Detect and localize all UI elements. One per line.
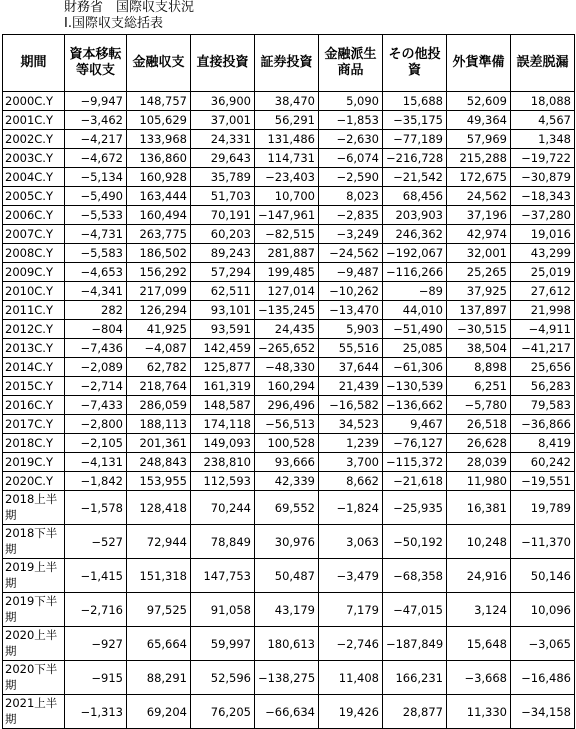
value-cell: 37,001 bbox=[191, 111, 255, 130]
value-cell: −30,515 bbox=[447, 320, 511, 339]
table-row bbox=[3, 149, 575, 168]
table-row bbox=[3, 244, 575, 263]
value-cell: 112,593 bbox=[191, 472, 255, 491]
value-cell: −76,127 bbox=[383, 434, 447, 453]
value-cell: 38,504 bbox=[447, 339, 511, 358]
period-cell: 2021上半期 bbox=[3, 695, 65, 729]
value-cell: −25,935 bbox=[383, 491, 447, 525]
value-cell: 188,113 bbox=[127, 415, 191, 434]
value-cell: 131,486 bbox=[255, 130, 319, 149]
table-row bbox=[3, 225, 575, 244]
value-cell: −4,131 bbox=[65, 453, 127, 472]
value-cell: 21,998 bbox=[511, 301, 575, 320]
value-cell: −13,470 bbox=[319, 301, 383, 320]
value-cell: 60,242 bbox=[511, 453, 575, 472]
value-cell: 50,146 bbox=[511, 559, 575, 593]
value-cell: 125,877 bbox=[191, 358, 255, 377]
value-cell: 163,444 bbox=[127, 187, 191, 206]
value-cell: 69,552 bbox=[255, 491, 319, 525]
balance-of-payments-table bbox=[2, 34, 575, 729]
value-cell: 62,511 bbox=[191, 282, 255, 301]
value-cell: −527 bbox=[65, 525, 127, 559]
value-cell: 51,703 bbox=[191, 187, 255, 206]
value-cell: −5,780 bbox=[447, 396, 511, 415]
header-cell: 資本移転等収支 bbox=[65, 35, 127, 92]
value-cell: 55,516 bbox=[319, 339, 383, 358]
value-cell: 1,348 bbox=[511, 130, 575, 149]
value-cell: −82,515 bbox=[255, 225, 319, 244]
value-cell: −41,217 bbox=[511, 339, 575, 358]
value-cell: −1,853 bbox=[319, 111, 383, 130]
value-cell: −7,436 bbox=[65, 339, 127, 358]
value-cell: −927 bbox=[65, 627, 127, 661]
value-cell: −5,533 bbox=[65, 206, 127, 225]
value-cell: 282 bbox=[65, 301, 127, 320]
value-cell: −36,866 bbox=[511, 415, 575, 434]
value-cell: 29,643 bbox=[191, 149, 255, 168]
value-cell: −4,653 bbox=[65, 263, 127, 282]
value-cell: −19,722 bbox=[511, 149, 575, 168]
period-cell: 2018C.Y bbox=[3, 434, 65, 453]
table-row bbox=[3, 627, 575, 661]
value-cell: 199,485 bbox=[255, 263, 319, 282]
value-cell: 133,968 bbox=[127, 130, 191, 149]
value-cell: 161,319 bbox=[191, 377, 255, 396]
table-row bbox=[3, 396, 575, 415]
table-row bbox=[3, 92, 575, 111]
value-cell: 50,487 bbox=[255, 559, 319, 593]
value-cell: −2,590 bbox=[319, 168, 383, 187]
value-cell: −187,849 bbox=[383, 627, 447, 661]
header-cell: 証券投資 bbox=[255, 35, 319, 92]
value-cell: 93,666 bbox=[255, 453, 319, 472]
value-cell: 89,243 bbox=[191, 244, 255, 263]
table-row bbox=[3, 661, 575, 695]
table-row bbox=[3, 111, 575, 130]
value-cell: 215,288 bbox=[447, 149, 511, 168]
value-cell: −115,372 bbox=[383, 453, 447, 472]
value-cell: −47,015 bbox=[383, 593, 447, 627]
value-cell: 44,010 bbox=[383, 301, 447, 320]
value-cell: −77,189 bbox=[383, 130, 447, 149]
value-cell: −4,087 bbox=[127, 339, 191, 358]
value-cell: 41,925 bbox=[127, 320, 191, 339]
value-cell: 52,596 bbox=[191, 661, 255, 695]
value-cell: 8,662 bbox=[319, 472, 383, 491]
period-cell: 2002C.Y bbox=[3, 130, 65, 149]
value-cell: 37,644 bbox=[319, 358, 383, 377]
value-cell: −61,306 bbox=[383, 358, 447, 377]
value-cell: −804 bbox=[65, 320, 127, 339]
value-cell: −147,961 bbox=[255, 206, 319, 225]
value-cell: 166,231 bbox=[383, 661, 447, 695]
header-cell: 金融収支 bbox=[127, 35, 191, 92]
value-cell: 76,205 bbox=[191, 695, 255, 729]
value-cell: −2,800 bbox=[65, 415, 127, 434]
value-cell: −24,562 bbox=[319, 244, 383, 263]
header-cell: その他投資 bbox=[383, 35, 447, 92]
value-cell: 37,196 bbox=[447, 206, 511, 225]
value-cell: −3,065 bbox=[511, 627, 575, 661]
value-cell: 11,980 bbox=[447, 472, 511, 491]
value-cell: −135,245 bbox=[255, 301, 319, 320]
value-cell: 62,782 bbox=[127, 358, 191, 377]
value-cell: 148,757 bbox=[127, 92, 191, 111]
value-cell: 149,093 bbox=[191, 434, 255, 453]
period-cell: 2008C.Y bbox=[3, 244, 65, 263]
value-cell: 42,339 bbox=[255, 472, 319, 491]
value-cell: 9,467 bbox=[383, 415, 447, 434]
value-cell: 21,439 bbox=[319, 377, 383, 396]
value-cell: 65,664 bbox=[127, 627, 191, 661]
period-cell: 2006C.Y bbox=[3, 206, 65, 225]
value-cell: 24,331 bbox=[191, 130, 255, 149]
value-cell: 68,456 bbox=[383, 187, 447, 206]
value-cell: −66,634 bbox=[255, 695, 319, 729]
value-cell: 160,494 bbox=[127, 206, 191, 225]
period-cell: 2019C.Y bbox=[3, 453, 65, 472]
value-cell: −34,158 bbox=[511, 695, 575, 729]
header-cell: 金融派生商品 bbox=[319, 35, 383, 92]
value-cell: 11,330 bbox=[447, 695, 511, 729]
value-cell: 10,096 bbox=[511, 593, 575, 627]
table-row bbox=[3, 695, 575, 729]
value-cell: −19,551 bbox=[511, 472, 575, 491]
value-cell: 137,897 bbox=[447, 301, 511, 320]
table-row bbox=[3, 263, 575, 282]
value-cell: 26,628 bbox=[447, 434, 511, 453]
period-cell: 2013C.Y bbox=[3, 339, 65, 358]
value-cell: 4,567 bbox=[511, 111, 575, 130]
table-row bbox=[3, 559, 575, 593]
value-cell: −1,415 bbox=[65, 559, 127, 593]
value-cell: 218,764 bbox=[127, 377, 191, 396]
value-cell: 19,789 bbox=[511, 491, 575, 525]
value-cell: −3,668 bbox=[447, 661, 511, 695]
value-cell: 56,283 bbox=[511, 377, 575, 396]
value-cell: 35,789 bbox=[191, 168, 255, 187]
value-cell: −130,539 bbox=[383, 377, 447, 396]
value-cell: 10,248 bbox=[447, 525, 511, 559]
value-cell: 70,244 bbox=[191, 491, 255, 525]
value-cell: −2,630 bbox=[319, 130, 383, 149]
value-cell: 6,251 bbox=[447, 377, 511, 396]
period-cell: 2001C.Y bbox=[3, 111, 65, 130]
value-cell: 128,418 bbox=[127, 491, 191, 525]
period-cell: 2005C.Y bbox=[3, 187, 65, 206]
value-cell: 248,843 bbox=[127, 453, 191, 472]
value-cell: 1,239 bbox=[319, 434, 383, 453]
value-cell: 93,591 bbox=[191, 320, 255, 339]
value-cell: 127,014 bbox=[255, 282, 319, 301]
value-cell: −30,879 bbox=[511, 168, 575, 187]
value-cell: 5,090 bbox=[319, 92, 383, 111]
value-cell: 93,101 bbox=[191, 301, 255, 320]
period-cell: 2007C.Y bbox=[3, 225, 65, 244]
value-cell: −216,728 bbox=[383, 149, 447, 168]
table-row bbox=[3, 434, 575, 453]
table-row bbox=[3, 206, 575, 225]
value-cell: −21,542 bbox=[383, 168, 447, 187]
value-cell: −4,672 bbox=[65, 149, 127, 168]
value-cell: 263,775 bbox=[127, 225, 191, 244]
value-cell: −50,192 bbox=[383, 525, 447, 559]
value-cell: 24,562 bbox=[447, 187, 511, 206]
period-cell: 2020上半期 bbox=[3, 627, 65, 661]
value-cell: 91,058 bbox=[191, 593, 255, 627]
sheet-title: 財務省 国際収支状況 bbox=[64, 0, 195, 15]
value-cell: −2,105 bbox=[65, 434, 127, 453]
value-cell: −23,403 bbox=[255, 168, 319, 187]
value-cell: 25,656 bbox=[511, 358, 575, 377]
value-cell: 43,299 bbox=[511, 244, 575, 263]
value-cell: −68,358 bbox=[383, 559, 447, 593]
value-cell: 148,587 bbox=[191, 396, 255, 415]
table-row bbox=[3, 491, 575, 525]
header-cell: 直接投資 bbox=[191, 35, 255, 92]
value-cell: 136,860 bbox=[127, 149, 191, 168]
value-cell: −89 bbox=[383, 282, 447, 301]
value-cell: −10,262 bbox=[319, 282, 383, 301]
value-cell: 296,496 bbox=[255, 396, 319, 415]
table-row bbox=[3, 187, 575, 206]
value-cell: −48,330 bbox=[255, 358, 319, 377]
table-row bbox=[3, 525, 575, 559]
value-cell: −1,578 bbox=[65, 491, 127, 525]
value-cell: 174,118 bbox=[191, 415, 255, 434]
header-row bbox=[3, 35, 575, 92]
value-cell: 186,502 bbox=[127, 244, 191, 263]
value-cell: 69,204 bbox=[127, 695, 191, 729]
period-cell: 2017C.Y bbox=[3, 415, 65, 434]
value-cell: −2,746 bbox=[319, 627, 383, 661]
value-cell: 156,292 bbox=[127, 263, 191, 282]
table-row bbox=[3, 282, 575, 301]
value-cell: −2,714 bbox=[65, 377, 127, 396]
value-cell: 160,928 bbox=[127, 168, 191, 187]
value-cell: 34,523 bbox=[319, 415, 383, 434]
value-cell: −2,835 bbox=[319, 206, 383, 225]
table-row bbox=[3, 320, 575, 339]
period-cell: 2018上半期 bbox=[3, 491, 65, 525]
period-cell: 2003C.Y bbox=[3, 149, 65, 168]
period-cell: 2019下半期 bbox=[3, 593, 65, 627]
period-cell: 2020C.Y bbox=[3, 472, 65, 491]
value-cell: 8,419 bbox=[511, 434, 575, 453]
value-cell: 142,459 bbox=[191, 339, 255, 358]
value-cell: 147,753 bbox=[191, 559, 255, 593]
value-cell: −16,486 bbox=[511, 661, 575, 695]
period-cell: 2020下半期 bbox=[3, 661, 65, 695]
period-cell: 2010C.Y bbox=[3, 282, 65, 301]
value-cell: −4,217 bbox=[65, 130, 127, 149]
value-cell: 238,810 bbox=[191, 453, 255, 472]
value-cell: 79,583 bbox=[511, 396, 575, 415]
value-cell: 36,900 bbox=[191, 92, 255, 111]
value-cell: −136,662 bbox=[383, 396, 447, 415]
value-cell: 57,294 bbox=[191, 263, 255, 282]
value-cell: 217,099 bbox=[127, 282, 191, 301]
header-cell: 誤差脱漏 bbox=[511, 35, 575, 92]
value-cell: 11,408 bbox=[319, 661, 383, 695]
value-cell: 126,294 bbox=[127, 301, 191, 320]
value-cell: 70,191 bbox=[191, 206, 255, 225]
value-cell: −3,479 bbox=[319, 559, 383, 593]
value-cell: 3,700 bbox=[319, 453, 383, 472]
period-cell: 2004C.Y bbox=[3, 168, 65, 187]
value-cell: −37,280 bbox=[511, 206, 575, 225]
table-row bbox=[3, 358, 575, 377]
period-cell: 2011C.Y bbox=[3, 301, 65, 320]
value-cell: 100,528 bbox=[255, 434, 319, 453]
value-cell: −9,487 bbox=[319, 263, 383, 282]
value-cell: −11,370 bbox=[511, 525, 575, 559]
value-cell: 10,700 bbox=[255, 187, 319, 206]
value-cell: −9,947 bbox=[65, 92, 127, 111]
value-cell: 5,903 bbox=[319, 320, 383, 339]
value-cell: 26,518 bbox=[447, 415, 511, 434]
period-cell: 2000C.Y bbox=[3, 92, 65, 111]
value-cell: −138,275 bbox=[255, 661, 319, 695]
value-cell: 28,039 bbox=[447, 453, 511, 472]
value-cell: 281,887 bbox=[255, 244, 319, 263]
period-cell: 2018下半期 bbox=[3, 525, 65, 559]
table-row bbox=[3, 472, 575, 491]
period-cell: 2009C.Y bbox=[3, 263, 65, 282]
period-cell: 2014C.Y bbox=[3, 358, 65, 377]
value-cell: 16,381 bbox=[447, 491, 511, 525]
value-cell: −2,089 bbox=[65, 358, 127, 377]
value-cell: −51,490 bbox=[383, 320, 447, 339]
period-cell: 2015C.Y bbox=[3, 377, 65, 396]
value-cell: −1,842 bbox=[65, 472, 127, 491]
value-cell: 42,974 bbox=[447, 225, 511, 244]
value-cell: 78,849 bbox=[191, 525, 255, 559]
value-cell: −3,462 bbox=[65, 111, 127, 130]
value-cell: 18,088 bbox=[511, 92, 575, 111]
value-cell: 27,612 bbox=[511, 282, 575, 301]
value-cell: 28,877 bbox=[383, 695, 447, 729]
value-cell: 37,925 bbox=[447, 282, 511, 301]
value-cell: 15,688 bbox=[383, 92, 447, 111]
value-cell: 172,675 bbox=[447, 168, 511, 187]
table-row bbox=[3, 339, 575, 358]
table-row bbox=[3, 415, 575, 434]
value-cell: 19,426 bbox=[319, 695, 383, 729]
value-cell: −192,067 bbox=[383, 244, 447, 263]
table-row bbox=[3, 377, 575, 396]
value-cell: −4,341 bbox=[65, 282, 127, 301]
value-cell: −265,652 bbox=[255, 339, 319, 358]
value-cell: −35,175 bbox=[383, 111, 447, 130]
value-cell: −1,824 bbox=[319, 491, 383, 525]
value-cell: 56,291 bbox=[255, 111, 319, 130]
period-cell: 2012C.Y bbox=[3, 320, 65, 339]
value-cell: −7,433 bbox=[65, 396, 127, 415]
value-cell: 160,294 bbox=[255, 377, 319, 396]
table-row bbox=[3, 453, 575, 472]
value-cell: 25,019 bbox=[511, 263, 575, 282]
table-row bbox=[3, 301, 575, 320]
value-cell: 153,955 bbox=[127, 472, 191, 491]
value-cell: −5,583 bbox=[65, 244, 127, 263]
value-cell: 32,001 bbox=[447, 244, 511, 263]
value-cell: −116,266 bbox=[383, 263, 447, 282]
value-cell: −18,343 bbox=[511, 187, 575, 206]
header-cell: 期間 bbox=[3, 35, 65, 92]
value-cell: −5,490 bbox=[65, 187, 127, 206]
value-cell: 203,903 bbox=[383, 206, 447, 225]
period-cell: 2016C.Y bbox=[3, 396, 65, 415]
value-cell: 25,265 bbox=[447, 263, 511, 282]
value-cell: 49,364 bbox=[447, 111, 511, 130]
value-cell: 151,318 bbox=[127, 559, 191, 593]
value-cell: −915 bbox=[65, 661, 127, 695]
value-cell: 246,362 bbox=[383, 225, 447, 244]
value-cell: −4,911 bbox=[511, 320, 575, 339]
value-cell: 3,063 bbox=[319, 525, 383, 559]
period-cell: 2019上半期 bbox=[3, 559, 65, 593]
value-cell: 30,976 bbox=[255, 525, 319, 559]
value-cell: 52,609 bbox=[447, 92, 511, 111]
value-cell: −6,074 bbox=[319, 149, 383, 168]
value-cell: 43,179 bbox=[255, 593, 319, 627]
table-row bbox=[3, 168, 575, 187]
value-cell: −56,513 bbox=[255, 415, 319, 434]
value-cell: 180,613 bbox=[255, 627, 319, 661]
value-cell: 57,969 bbox=[447, 130, 511, 149]
value-cell: 72,944 bbox=[127, 525, 191, 559]
value-cell: 24,435 bbox=[255, 320, 319, 339]
value-cell: 3,124 bbox=[447, 593, 511, 627]
value-cell: 105,629 bbox=[127, 111, 191, 130]
header-cell: 外貨準備 bbox=[447, 35, 511, 92]
value-cell: 8,023 bbox=[319, 187, 383, 206]
value-cell: 25,085 bbox=[383, 339, 447, 358]
value-cell: −5,134 bbox=[65, 168, 127, 187]
value-cell: 201,361 bbox=[127, 434, 191, 453]
value-cell: −3,249 bbox=[319, 225, 383, 244]
value-cell: −4,731 bbox=[65, 225, 127, 244]
value-cell: −16,582 bbox=[319, 396, 383, 415]
value-cell: 24,916 bbox=[447, 559, 511, 593]
value-cell: 60,203 bbox=[191, 225, 255, 244]
value-cell: −21,618 bbox=[383, 472, 447, 491]
value-cell: 59,997 bbox=[191, 627, 255, 661]
table-row bbox=[3, 593, 575, 627]
value-cell: 114,731 bbox=[255, 149, 319, 168]
value-cell: 38,470 bbox=[255, 92, 319, 111]
value-cell: 8,898 bbox=[447, 358, 511, 377]
value-cell: 97,525 bbox=[127, 593, 191, 627]
value-cell: 7,179 bbox=[319, 593, 383, 627]
value-cell: −2,716 bbox=[65, 593, 127, 627]
value-cell: 88,291 bbox=[127, 661, 191, 695]
value-cell: 286,059 bbox=[127, 396, 191, 415]
value-cell: −1,313 bbox=[65, 695, 127, 729]
value-cell: 19,016 bbox=[511, 225, 575, 244]
value-cell: 15,648 bbox=[447, 627, 511, 661]
table-title: Ⅰ.国際収支総括表 bbox=[64, 16, 163, 31]
table-row bbox=[3, 130, 575, 149]
